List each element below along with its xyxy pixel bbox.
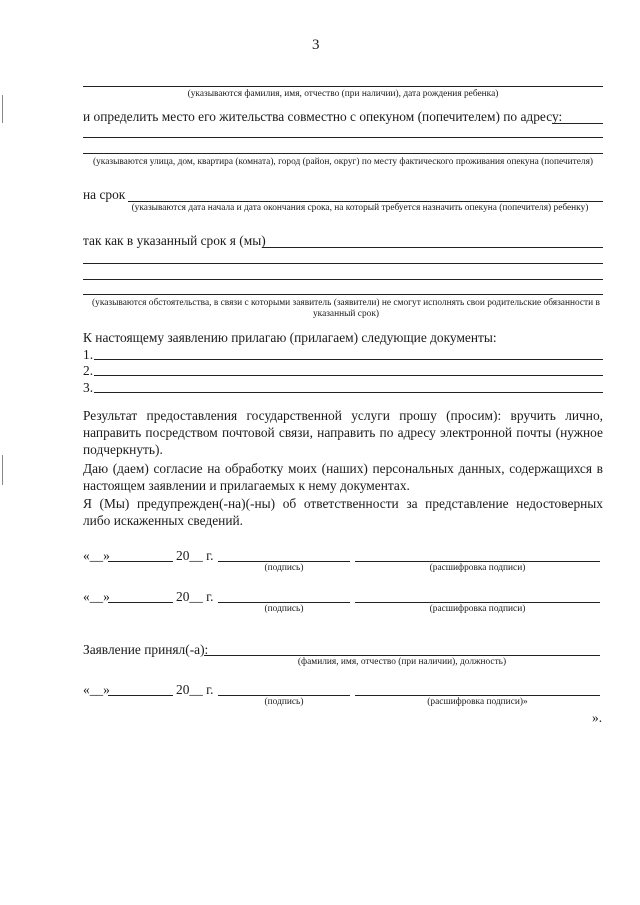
attachment-input-2[interactable] <box>94 375 603 376</box>
date-day: «__» <box>83 589 110 604</box>
page-number: 3 <box>312 37 320 53</box>
date-year: 20__ г. <box>176 548 214 563</box>
attachment-input-1[interactable] <box>94 359 603 360</box>
term-label: на срок <box>83 187 126 202</box>
hint-term: (указываются дата начала и дата окончания срока, на который требуется назначить опекуна (попечителя) ребенку) <box>131 203 589 213</box>
warning-paragraph: Я (Мы) предупрежден(-на)(-ны) об ответственности за представление недостоверных либо искаженных сведений. <box>83 496 603 528</box>
circumstances-line-3[interactable] <box>83 294 603 295</box>
because-input-line[interactable] <box>262 247 603 248</box>
margin-mark <box>2 95 3 123</box>
hint-circumstances: (указываются обстоятельства, в связи с которыми заявитель (заявители) не смогут исполнять свои родительские обязанности в указанный срок) <box>92 298 600 319</box>
address-input-line[interactable] <box>83 137 603 138</box>
decode-line[interactable] <box>355 561 600 562</box>
attachment-number-1: 1. <box>83 347 94 362</box>
accepted-input-line[interactable] <box>204 655 600 656</box>
circumstances-line-2[interactable] <box>83 279 603 280</box>
date-year: 20__ г. <box>176 682 214 697</box>
signature-line[interactable] <box>218 602 350 603</box>
signature-hint: (подпись) <box>264 563 304 573</box>
hint-accepted: (фамилия, имя, отчество (при наличии), должность) <box>297 657 507 667</box>
date-day: «__» <box>83 548 110 563</box>
attachments-heading: К настоящему заявлению прилагаю (прилагаем) следующие документы: <box>83 330 497 345</box>
signature-line[interactable] <box>218 695 350 696</box>
child-input-line[interactable] <box>83 86 603 87</box>
date-month-line[interactable] <box>108 561 173 562</box>
circumstances-line-1[interactable] <box>83 263 603 264</box>
date-day: «__» <box>83 682 110 697</box>
hint-child: (указываются фамилия, имя, отчество (при наличии), дата рождения ребенка) <box>187 89 499 99</box>
hint-address: (указываются улица, дом, квартира (комната), город (район, округ) по месту фактического проживания опекуна (попечителя) <box>92 157 594 167</box>
address-input-line-2[interactable] <box>83 153 603 154</box>
decode-line[interactable] <box>355 602 600 603</box>
margin-mark <box>2 455 3 485</box>
consent-paragraph: Даю (даем) согласие на обработку моих (наших) персональных данных, содержащихся в настоящем заявлении и прилагаемых к нему документах. <box>83 461 603 493</box>
signature-hint: (подпись) <box>264 697 304 707</box>
date-month-line[interactable] <box>108 695 173 696</box>
decode-hint: (расшифровка подписи) <box>429 563 526 573</box>
date-year: 20__ г. <box>176 589 214 604</box>
date-month-line[interactable] <box>108 602 173 603</box>
decode-hint-final: (расшифровка подписи)» <box>427 697 528 707</box>
accepted-label: Заявление принял(-а): <box>83 642 209 657</box>
attachment-number-3: 3. <box>83 380 94 395</box>
closing-mark: ». <box>592 710 603 725</box>
because-label: так как в указанный срок я (мы) <box>83 233 266 248</box>
residence-input-line[interactable] <box>552 123 603 124</box>
result-paragraph: Результат предоставления государственной услуги прошу (просим): вручить лично, направить посредством почтовой связи, направить по адресу электронной почты (нужное подчеркнуть). <box>83 408 603 457</box>
decode-hint: (расшифровка подписи) <box>429 604 526 614</box>
term-input-line[interactable] <box>128 201 603 202</box>
signature-line[interactable] <box>218 561 350 562</box>
attachment-number-2: 2. <box>83 363 94 378</box>
residence-text: и определить место его жительства совместно с опекуном (попечителем) по адресу: <box>83 109 563 124</box>
signature-hint: (подпись) <box>264 604 304 614</box>
decode-line[interactable] <box>355 695 600 696</box>
attachment-input-3[interactable] <box>94 392 603 393</box>
